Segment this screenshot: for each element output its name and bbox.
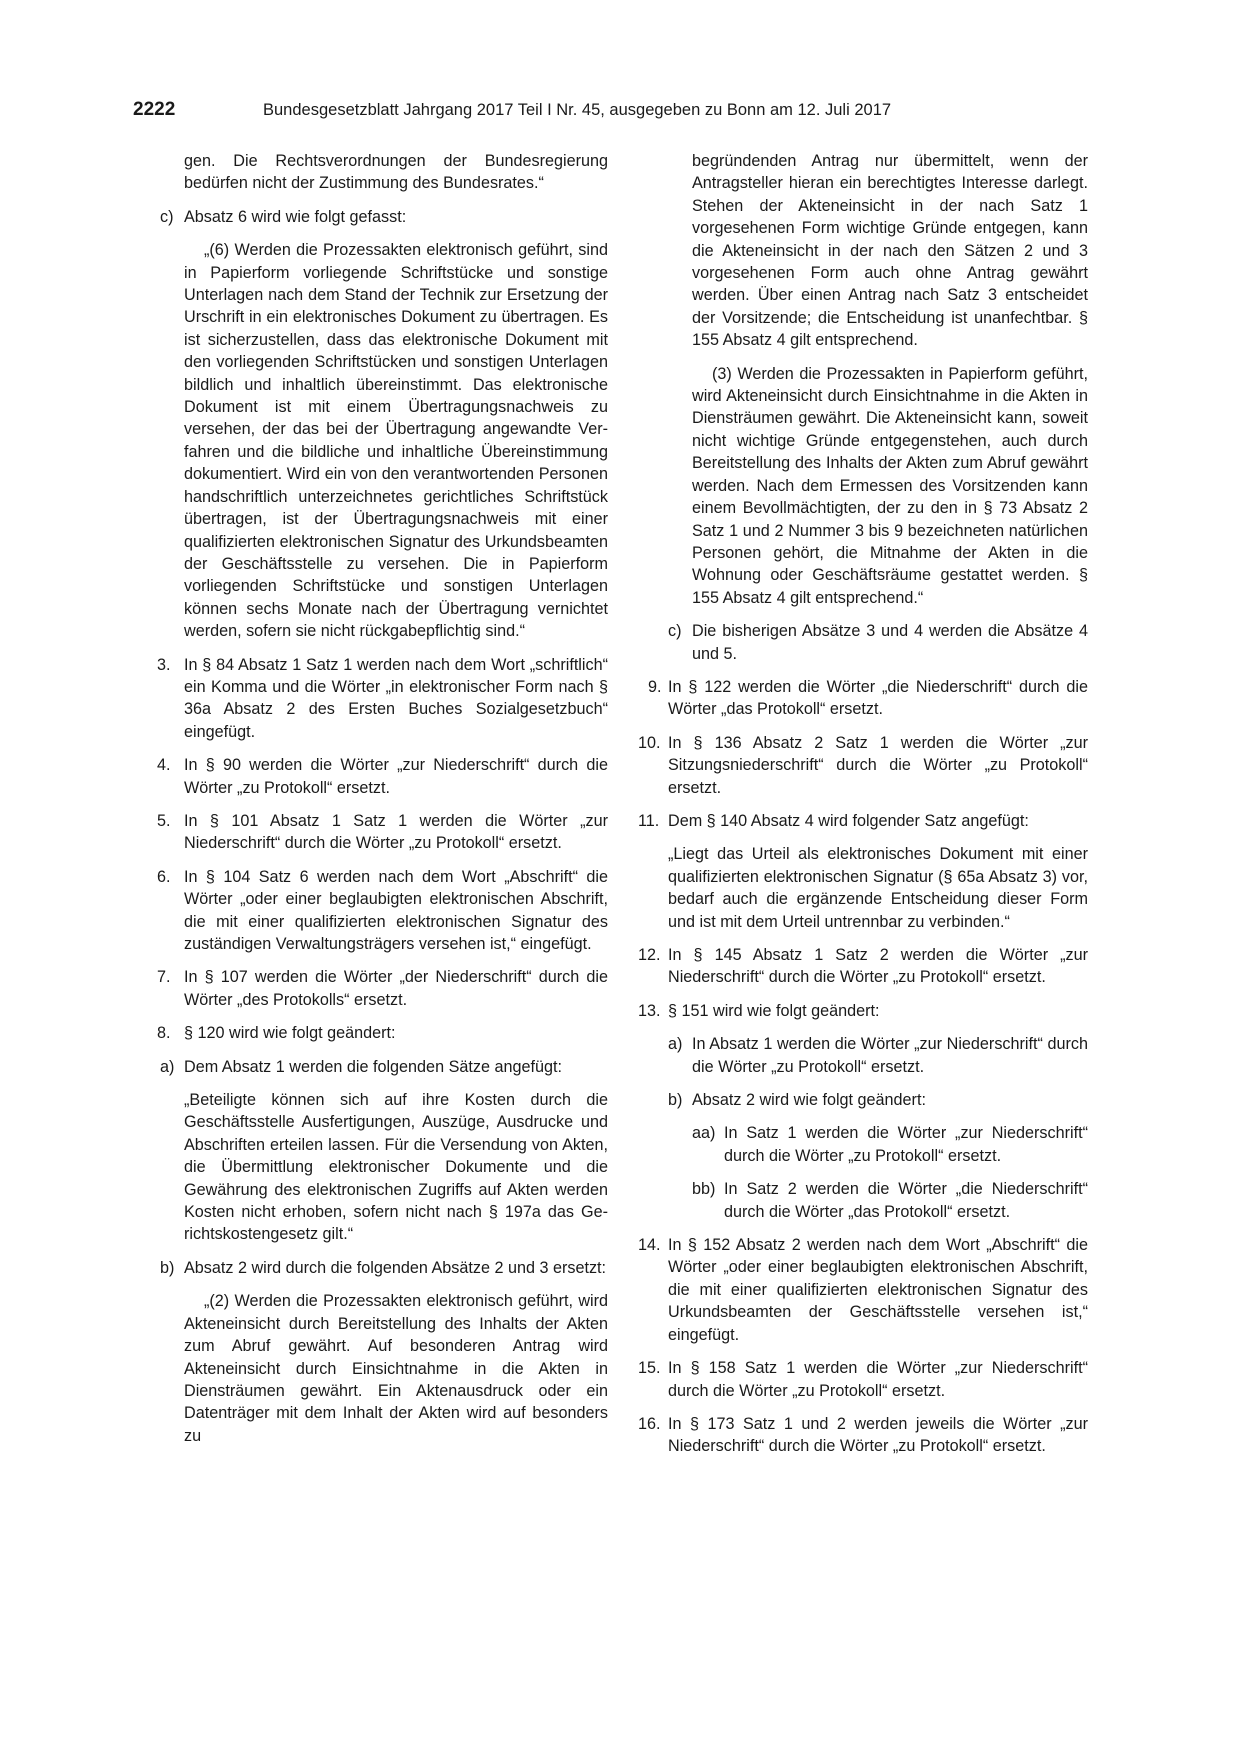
list-text: In § 107 werden die Wörter „der Niederschrift“ durch die Wörter „des Protokolls“ ersetzt.: [184, 968, 608, 1009]
list-number: 14.: [638, 1236, 661, 1255]
quoted-paragraph: „Liegt das Urteil als elektronisches Dokument mit einer qualifizierten elektronischen Signatur (§ 65a Absatz 3) vor, bedarf auch die ergänzende Entscheidung dieser Form und ist mit dem Urteil untrennbar zu verbinden.“: [668, 845, 1088, 931]
left-column: [157, 150, 608, 1458]
sub-text: In Absatz 1 werden die Wörter „zur Niederschrift“ durch die Wörter „zu Protokoll“ ersetzt.: [692, 1035, 1088, 1076]
sub-item-a: [668, 1033, 1088, 1078]
sub-label: c): [668, 622, 682, 641]
list-item: [638, 1357, 1088, 1402]
quoted-paragraph: „Beteiligte können sich auf ihre Kosten durch die Geschäftsstelle Ausfertigungen, Auszüge, Ausdrucke und Abschriften erteilen lassen. Für die Versendung von Akten, die Übermittlung elektronischer Dokumente und die Gewährung des elektronischen Zugriffs auf Akten werden Kosten nicht erhoben, sofern nicht nach § 197a das Gerichtskostengesetz gilt.“: [184, 1091, 608, 1244]
sub-text: Die bisherigen Absätze 3 und 4 werden die Absätze 4 und 5.: [692, 622, 1088, 663]
list-text: In § 90 werden die Wörter „zur Niederschrift“ durch die Wörter „zu Protokoll“ ersetzt.: [184, 756, 608, 797]
sub-sub-text: In Satz 2 werden die Wörter „die Niederschrift“ durch die Wörter „das Protokoll“ ersetzt.: [724, 1180, 1088, 1221]
quoted-paragraph-6: „(6) Werden die Prozessakten elektronisch geführt, sind in Papierform vorliegende Schriftstücke und sonstige Unterlagen nach dem Stand der Technik zur Ersetzung der Urschrift in ein elektronisches Dokument zu übertragen. Es ist sicherzustellen, dass das elektronische Dokument mit den vorliegenden Schriftstücken und sonstigen Unterlagen bildlich und inhaltlich übereinstimmt. Das elektronische Dokument ist mit einem Übertragungsnachweis zu versehen, der das bei der Übertragung angewandte Verfahren und die bildliche und inhaltliche Übereinstimmung dokumentiert. Wird ein von den verantwortenden Personen handschriftlich unterzeichnetes gerichtliches Schriftstück übertragen, ist der Übertragungsnachweis mit einer qualifizierten elektronischen Signatur des Urkundsbeamten der Geschäftsstelle zu versehen. Die in Papierform vorliegenden Schriftstücke und sonstigen Unterlagen können sechs Monate nach der Übertragung vernichtet werden, sofern sie nicht rückgabepflichtig sind.“: [184, 241, 608, 641]
list-text: In § 136 Absatz 2 Satz 1 werden die Wörter „zur Sitzungsniederschrift“ durch die Wörter „zu Protokoll“ ersetzt.: [668, 733, 1088, 797]
list-number: 6.: [157, 867, 171, 886]
sub-item-b: [160, 1257, 608, 1279]
running-header: Bundesgesetzblatt Jahrgang 2017 Teil I Nr. 45, ausgegeben zu Bonn am 12. Juli 2017: [263, 101, 892, 119]
sub-text: Absatz 2 wird wie folgt geändert:: [692, 1091, 926, 1110]
list-number: 12.: [638, 946, 661, 964]
sub-text: Dem Absatz 1 werden die folgenden Sätze angefügt:: [184, 1057, 562, 1076]
quoted-paragraph-3: (3) Werden die Prozessakten in Papierform geführt, wird Akteneinsicht durch Einsichtnahme in die Akten in Diensträumen gewährt. Die Akteneinsicht kann, soweit nicht wichtige Gründe entgegenstehen, auch durch Bereitstellung des Inhalts der Akten zum Abruf gewährt werden. Nach dem Ermessen des Vorsitzenden kann einem Bevollmächtigten, der zu den in § 73 Absatz 2 Satz 1 und 2 Nummer 3 bis 9 bezeichneten natürlichen Personen gehört, die Mitnahme der Akten in die Wohnung oder Geschäftsräume gestattet werden. § 155 Absatz 4 gilt entsprechend.“: [692, 364, 1088, 607]
list-number: 11.: [638, 811, 660, 830]
list-text: § 120 wird wie folgt geändert:: [184, 1024, 396, 1043]
list-number: 7.: [157, 968, 171, 987]
list-item: [638, 810, 1088, 832]
list-text: In § 158 Satz 1 werden die Wörter „zur Niederschrift“ durch die Wörter „zu Protokoll“ ersetzt.: [668, 1359, 1088, 1400]
sub-item-a: [160, 1056, 608, 1078]
list-text: Dem § 140 Absatz 4 wird folgender Satz angefügt:: [668, 811, 1029, 830]
sub-item-c: [668, 620, 1088, 665]
list-number: 4.: [157, 756, 171, 775]
list-number: 15.: [638, 1359, 661, 1378]
list-item: [638, 944, 1088, 989]
list-number: 8.: [157, 1024, 171, 1043]
list-item: [638, 1000, 1088, 1022]
sub-text: Absatz 6 wird wie folgt gefasst:: [184, 207, 407, 226]
list-item: [648, 676, 1088, 721]
sub-sub-label: aa): [692, 1124, 716, 1143]
list-number: 3.: [157, 655, 171, 674]
list-item: [638, 1234, 1088, 1346]
list-item: [157, 754, 608, 799]
list-text: In § 104 Satz 6 werden nach dem Wort „Abschrift“ die Wörter „oder einer beglaubigten elektronischen Abschrift, die mit einer qualifizierten elektronischen Signatur des zuständigen Verwaltungsträgers versehen ist,“ eingefügt.: [184, 867, 608, 953]
sub-sub-text: In Satz 1 werden die Wörter „zur Niederschrift“ durch die Wörter „zu Protokoll“ ersetzt.: [724, 1124, 1088, 1165]
sub-label: a): [160, 1057, 175, 1076]
list-item: [157, 1022, 608, 1044]
sub-label: a): [668, 1035, 683, 1054]
list-text: In § 173 Satz 1 und 2 werden jeweils die Wörter „zur Niederschrift“ durch die Wörter „zu Protokoll“ ersetzt.: [668, 1414, 1088, 1456]
list-number: 10.: [638, 733, 661, 752]
quoted-paragraph-2: „(2) Werden die Prozessakten elektronisch geführt, wird Akteneinsicht durch Bereitstellung des Inhalts der Akten zum Abruf gewährt. Auf besonderen Antrag wird Akteneinsicht durch Einsichtnahme in die Akten in Diensträumen gewährt. Ein Aktenausdruck oder ein Datenträger mit dem Inhalt der Akten wird auf besonders zu: [184, 1292, 608, 1445]
list-text: In § 101 Absatz 1 Satz 1 werden die Wörter „zur Niederschrift“ durch die Wörter „zu Protokoll“ ersetzt.: [184, 811, 608, 853]
list-number: 9.: [648, 677, 662, 696]
list-item: [638, 732, 1088, 799]
sub-label: c): [160, 207, 174, 226]
sub-label: b): [668, 1091, 683, 1110]
sub-sub-label: bb): [692, 1180, 716, 1199]
list-item: [638, 1413, 1088, 1458]
list-text: In § 84 Absatz 1 Satz 1 werden nach dem Wort „schriftlich“ ein Komma und die Wörter „in elektronischer Form nach § 36a Absatz 2 des Ersten Buches Sozialgesetzbuch“ eingefügt.: [184, 655, 608, 741]
list-number: 16.: [638, 1414, 661, 1433]
list-text: In § 152 Absatz 2 werden nach dem Wort „Abschrift“ die Wörter „oder einer beglaubigten elektronischen Abschrift, die mit einer qualifizierten elektronischen Signatur des Urkundsbeamten der Geschäftsstelle versehen ist,“ eingefügt.: [668, 1236, 1088, 1344]
right-column: [638, 150, 1088, 1469]
list-text: In § 122 werden die Wörter „die Niederschrift“ durch die Wörter „das Protokoll“ ersetzt.: [668, 677, 1088, 719]
continued-paragraph: gen. Die Rechtsverordnungen der Bundesregierung bedürfen nicht der Zustimmung des Bundesrates.“: [184, 152, 608, 193]
sub-sub-item-aa: [692, 1122, 1088, 1167]
list-item: [157, 654, 608, 744]
sub-label: b): [160, 1258, 175, 1277]
sub-text: Absatz 2 wird durch die folgenden Absätze 2 und 3 ersetzt:: [184, 1258, 607, 1277]
continued-paragraph: begründenden Antrag nur übermittelt, wenn der Antragsteller hieran ein berechtigtes Interesse darlegt. Stehen der Akteneinsicht in der nach Satz 1 vorgesehenen Form wichtige Gründe entgegen, kann die Akteneinsicht in der nach den Sätzen 2 und 3 vorgesehenen Form auch ohne Antrag gewährt werden. Über einen Antrag nach Satz 3 entscheidet der Vorsitzende; die Entscheidung ist unanfechtbar. § 155 Absatz 4 gilt entsprechend.: [692, 152, 1088, 350]
list-item: [157, 966, 608, 1011]
list-number: 13.: [638, 1001, 661, 1020]
page-number: 2222: [133, 99, 176, 120]
sub-sub-item-bb: [692, 1178, 1088, 1223]
list-text: In § 145 Absatz 1 Satz 2 werden die Wörter „zur Niederschrift“ durch die Wörter „zu Protokoll“ ersetzt.: [668, 946, 1088, 987]
list-item: [157, 810, 608, 855]
sub-item-b: [668, 1089, 1088, 1111]
list-item: [157, 866, 608, 956]
sub-item-c: [160, 206, 608, 228]
list-text: § 151 wird wie folgt geändert:: [668, 1001, 880, 1020]
list-number: 5.: [157, 811, 171, 830]
